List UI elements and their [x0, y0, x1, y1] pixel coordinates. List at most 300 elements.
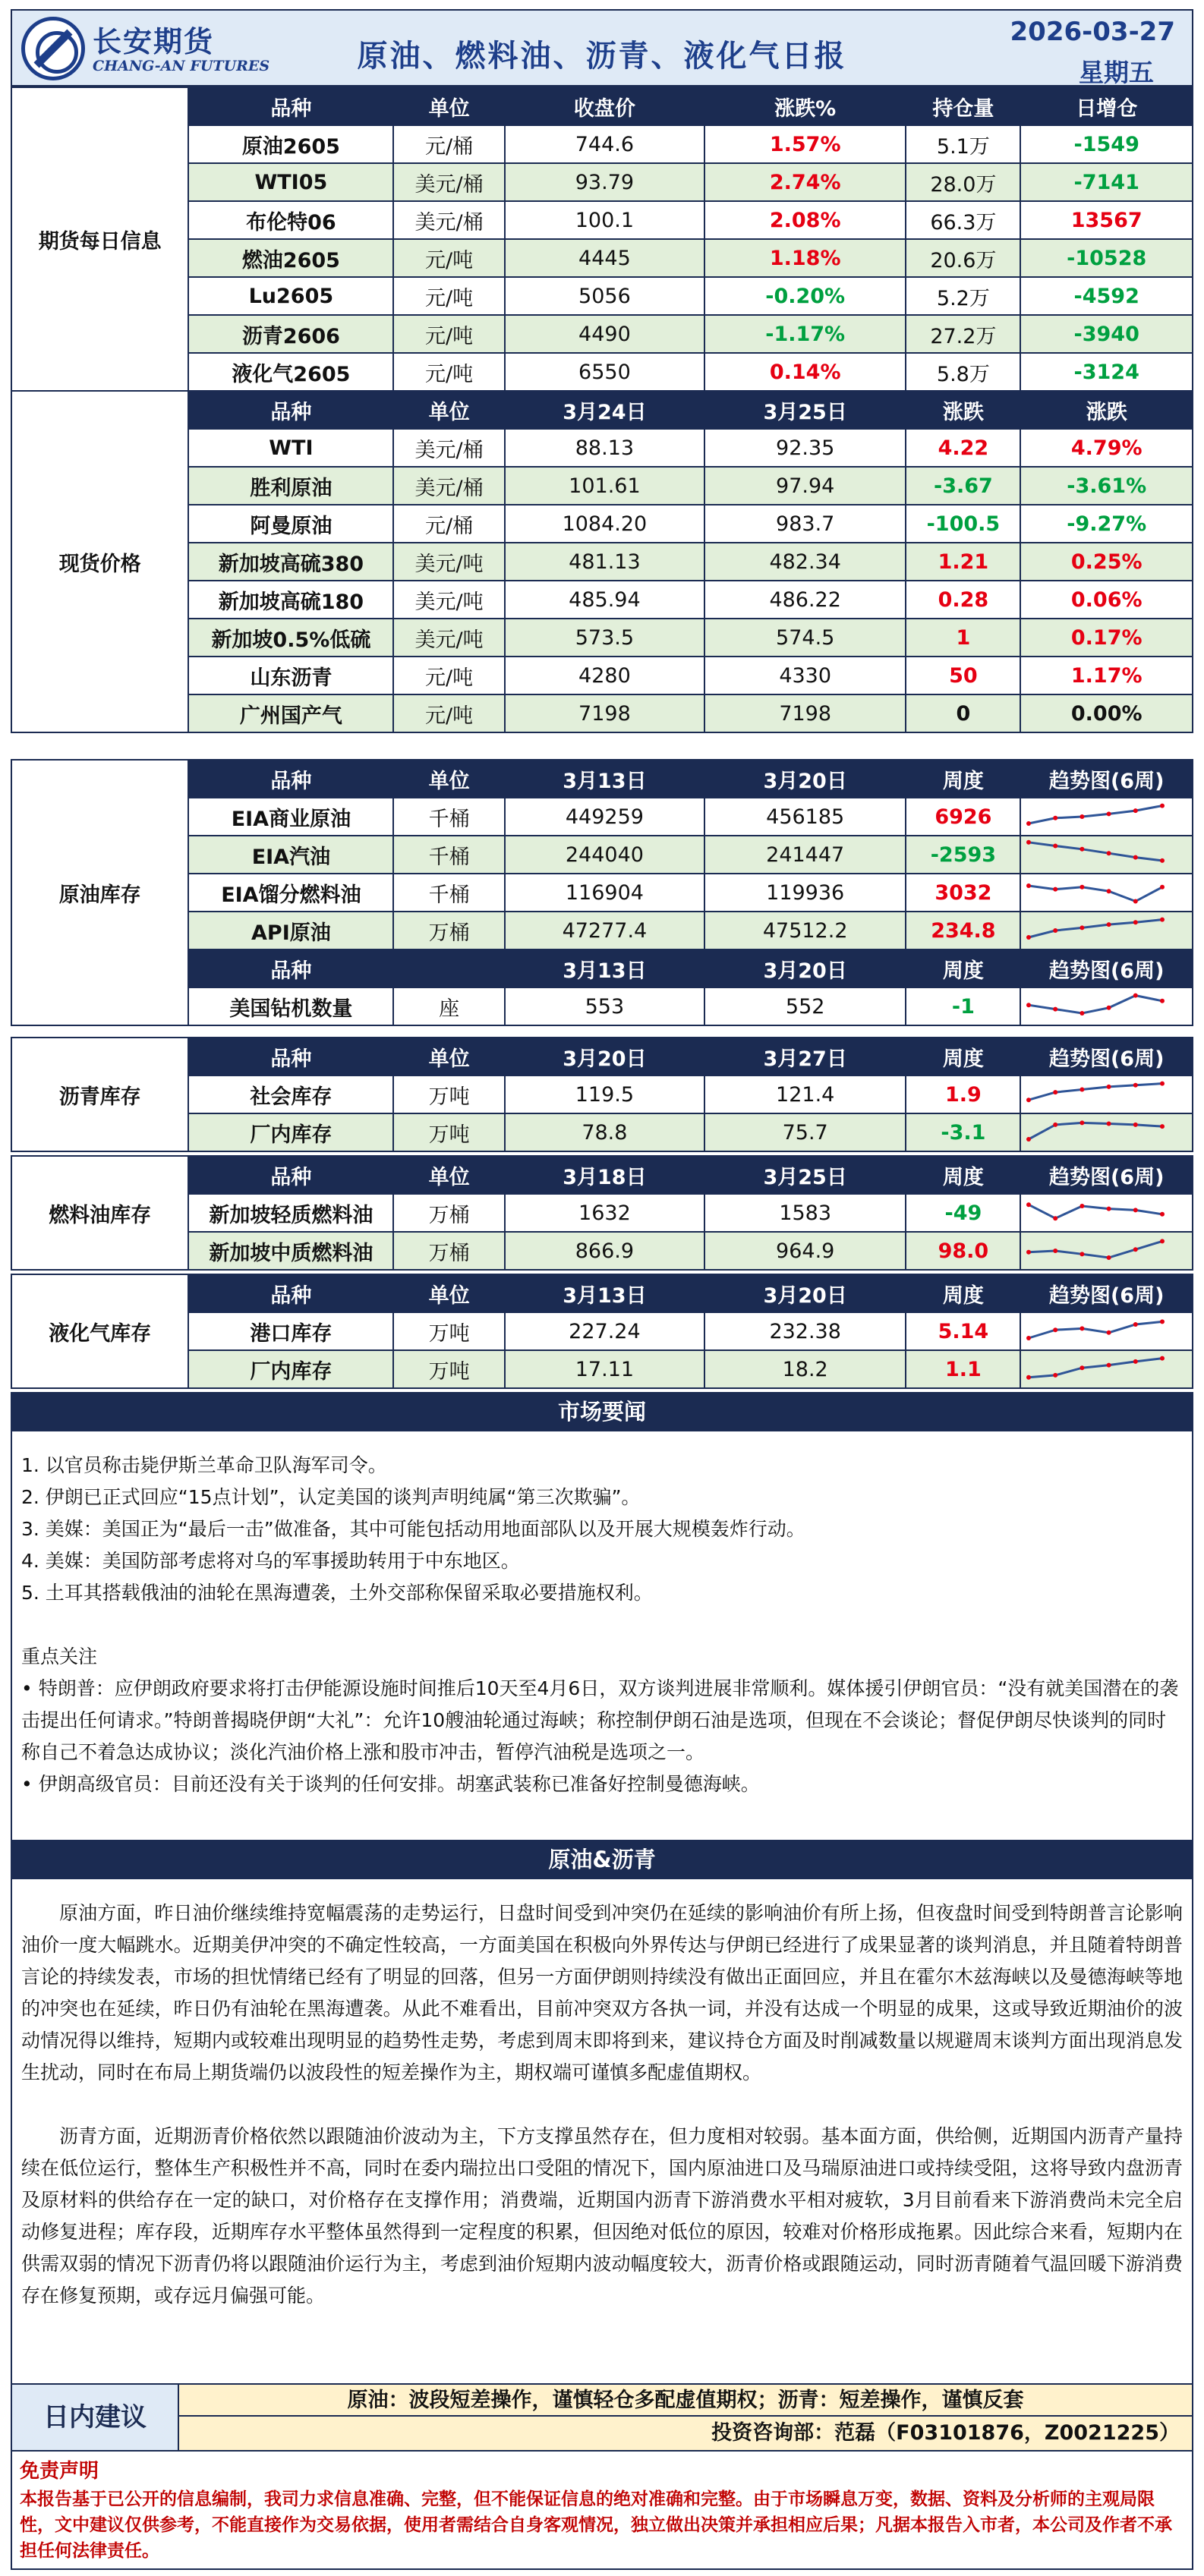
unit-cell: 美元/吨 — [393, 543, 504, 581]
trend-point — [1133, 899, 1138, 904]
unit-cell: 座 — [393, 987, 504, 1025]
table-row — [11, 912, 1193, 949]
row-name: EIA馏分燃料油 — [188, 874, 393, 912]
table-row — [11, 987, 1193, 1025]
row-name: 布伦特06 — [188, 201, 393, 239]
row-name: 厂内库存 — [188, 1113, 393, 1151]
current-value-cell: 232.38 — [704, 1312, 906, 1350]
close-price-cell: 4445 — [505, 239, 704, 277]
trend-point — [1054, 1249, 1058, 1253]
table-row — [11, 353, 1193, 391]
section-label: 燃料油库存 — [11, 1156, 188, 1270]
table-row — [11, 277, 1193, 315]
prev-price-cell: 101.61 — [505, 467, 704, 505]
open-interest-cell: 5.2万 — [906, 277, 1020, 315]
trend-point — [1026, 1137, 1031, 1142]
prev-value-cell: 1632 — [505, 1194, 704, 1232]
weekly-change-cell: 3032 — [906, 874, 1020, 912]
market-news-body — [11, 1431, 1193, 1840]
oi-change-cell: 13567 — [1020, 201, 1193, 239]
trend-line — [1029, 920, 1162, 937]
unit-cell: 万桶 — [393, 912, 504, 949]
trend-point — [1133, 920, 1138, 924]
row-name: 新加坡高硫180 — [188, 581, 393, 619]
news-item: 3. 美媒：美国正为“最后一击”做准备，其中可能包括动用地面部队以及开展大规模轰炸行动。 — [21, 1518, 805, 1540]
news-item: 1. 以官员称击毙伊斯兰革命卫队海军司令。 — [21, 1454, 387, 1476]
prev-price-cell: 573.5 — [505, 619, 704, 657]
column-header: 3月27日 — [704, 1038, 906, 1075]
trend-point — [1026, 1375, 1031, 1380]
column-header: 单位 — [393, 391, 504, 429]
unit-cell: 万桶 — [393, 1194, 504, 1232]
table-row — [11, 1113, 1193, 1151]
trend-sparkline — [1021, 1313, 1170, 1349]
trend-point — [1160, 918, 1165, 922]
trend-point — [1026, 840, 1031, 845]
table-row — [11, 543, 1193, 581]
column-header: 趋势图(6周) — [1020, 949, 1193, 987]
column-header: 趋势图(6周) — [1020, 1156, 1193, 1194]
oi-change-cell: -4592 — [1020, 277, 1193, 315]
trend-chart-cell — [1020, 1194, 1193, 1232]
trend-point — [1107, 851, 1111, 855]
current-value-cell: 75.7 — [704, 1113, 906, 1151]
trend-line — [1029, 1359, 1162, 1378]
trend-point — [1026, 1097, 1031, 1102]
trend-point — [1026, 1202, 1031, 1207]
trend-chart-cell — [1020, 798, 1193, 836]
table-row — [11, 836, 1193, 874]
trend-point — [1107, 1331, 1111, 1335]
current-price-cell: 574.5 — [704, 619, 906, 657]
open-interest-cell: 5.8万 — [906, 353, 1020, 391]
column-header: 涨跌 — [1020, 391, 1193, 429]
column-header: 品种 — [188, 949, 393, 987]
table-row — [11, 1232, 1193, 1270]
asphalt-analysis-paragraph: 沥青方面，近期沥青价格依然以跟随油价波动为主，下方支撑虽然存在，但力度相对较弱。基本面方面，供给侧，近期国内沥青产量持续在低位运行，整体生产积极性并不高，同时在委内瑞拉出口受阻的情况下，国内原油进口及马瑞原油进口或持续受阻，这将导致内盘沥青及原材料的供给存在一定的缺口，对价格存在支撑作用；消费端，近期国内沥青下游消费水平相对疲软，3月目前看来下游消费尚未完全启动修复进程；库存段，近期库存水平整体虽然得到一定程度的积累，但因绝对低位的原因，较难对价格形成拖累。因此综合来看，短期内在供需双弱的情况下沥青仍将以跟随油价运行为主，考虑到油价短期内波动幅度较大，沥青价格或跟随运动，同时沥青随着气温回暖下游消费存在修复预期，或存远月偏强可能。 — [21, 2125, 1183, 2307]
table-row — [11, 1312, 1193, 1350]
trend-point — [1160, 1212, 1165, 1217]
change-cell: 4.22 — [906, 429, 1020, 467]
change-pct-cell: 1.17% — [1020, 657, 1193, 694]
row-name: 广州国产气 — [188, 694, 393, 732]
row-name: 胜利原油 — [188, 467, 393, 505]
row-name: Lu2605 — [188, 277, 393, 315]
prev-value-cell: 553 — [505, 987, 704, 1025]
current-value-cell: 121.4 — [704, 1075, 906, 1113]
column-header — [393, 949, 504, 987]
trend-point — [1107, 1121, 1111, 1126]
unit-cell: 元/吨 — [393, 657, 504, 694]
column-header: 3月24日 — [505, 391, 704, 429]
column-header: 3月18日 — [505, 1156, 704, 1194]
current-value-cell: 119936 — [704, 874, 906, 912]
section-label: 液化气库存 — [11, 1274, 188, 1388]
prev-value-cell: 866.9 — [505, 1232, 704, 1270]
spot-price-table — [11, 390, 1193, 733]
column-header: 趋势图(6周) — [1020, 1038, 1193, 1075]
trend-sparkline — [1021, 988, 1170, 1025]
change-pct-cell: 0.25% — [1020, 543, 1193, 581]
trend-point — [1080, 925, 1085, 930]
change-cell: 50 — [906, 657, 1020, 694]
news-item: 2. 伊朗已正式回应“15点计划”，认定美国的谈判声明纯属“第三次欺骗”。 — [21, 1486, 641, 1508]
prev-price-cell: 4280 — [505, 657, 704, 694]
prev-value-cell: 119.5 — [505, 1075, 704, 1113]
trend-point — [1133, 994, 1138, 998]
column-header: 单位 — [393, 1156, 504, 1194]
oi-change-cell: -1549 — [1020, 125, 1193, 163]
column-header: 周度 — [906, 1038, 1020, 1075]
column-header: 收盘价 — [505, 87, 704, 125]
unit-cell: 元/桶 — [393, 505, 504, 543]
trend-point — [1160, 885, 1165, 890]
row-name: 液化气2605 — [188, 353, 393, 391]
section-label: 期货每日信息 — [11, 87, 188, 391]
column-header: 3月13日 — [505, 760, 704, 798]
section-label: 沥青库存 — [11, 1038, 188, 1151]
unit-cell: 万吨 — [393, 1312, 504, 1350]
change-pct-cell: 1.18% — [704, 239, 906, 277]
intraday-advice — [11, 2383, 1193, 2452]
trend-point — [1080, 847, 1085, 852]
table-row — [11, 201, 1193, 239]
unit-cell: 千桶 — [393, 798, 504, 836]
trend-sparkline — [1021, 1114, 1170, 1151]
trend-point — [1054, 1007, 1058, 1012]
open-interest-cell: 20.6万 — [906, 239, 1020, 277]
row-name: 燃油2605 — [188, 239, 393, 277]
trend-point — [1054, 928, 1058, 933]
prev-price-cell: 481.13 — [505, 543, 704, 581]
row-name: EIA商业原油 — [188, 798, 393, 836]
trend-point — [1054, 1090, 1058, 1094]
close-price-cell: 744.6 — [505, 125, 704, 163]
oi-change-cell: -7141 — [1020, 163, 1193, 201]
row-name: 山东沥青 — [188, 657, 393, 694]
column-header: 单位 — [393, 87, 504, 125]
focus-item: • 伊朗高级官员：目前还没有关于谈判的任何安排。胡塞武装称已准备好控制曼德海峡。 — [21, 1773, 760, 1795]
unit-cell: 元/桶 — [393, 125, 504, 163]
weekly-change-cell: -1 — [906, 987, 1020, 1025]
news-list — [21, 1450, 1183, 1609]
trend-sparkline — [1021, 1351, 1170, 1387]
column-header: 周度 — [906, 949, 1020, 987]
unit-cell: 元/吨 — [393, 239, 504, 277]
column-header: 品种 — [188, 391, 393, 429]
column-header: 品种 — [188, 87, 393, 125]
unit-cell: 元/吨 — [393, 277, 504, 315]
table-row — [11, 798, 1193, 836]
change-pct-cell: 4.79% — [1020, 429, 1193, 467]
trend-chart-cell — [1020, 1350, 1193, 1388]
change-pct-cell: 1.57% — [704, 125, 906, 163]
trend-point — [1080, 1204, 1085, 1208]
trend-point — [1160, 858, 1165, 863]
trend-line — [1029, 842, 1162, 861]
current-value-cell: 552 — [704, 987, 906, 1025]
change-pct-cell: 2.08% — [704, 201, 906, 239]
unit-cell: 千桶 — [393, 836, 504, 874]
row-name: 沥青2606 — [188, 315, 393, 353]
weekly-change-cell: -49 — [906, 1194, 1020, 1232]
prev-value-cell: 47277.4 — [505, 912, 704, 949]
lpg-inventory-table — [11, 1274, 1193, 1389]
change-pct-cell: 0.00% — [1020, 694, 1193, 732]
trend-chart-cell — [1020, 1312, 1193, 1350]
row-name: 社会库存 — [188, 1075, 393, 1113]
prev-value-cell: 116904 — [505, 874, 704, 912]
table-row — [11, 657, 1193, 694]
trend-sparkline — [1021, 1195, 1170, 1231]
trend-chart-cell — [1020, 987, 1193, 1025]
weekly-change-cell: 6926 — [906, 798, 1020, 836]
row-name: 港口库存 — [188, 1312, 393, 1350]
focus-item: • 特朗普：应伊朗政府要求将打击伊能源设施时间推后10天至4月6日，双方谈判进展非常顺利。媒体援引伊朗官员：“没有就美国潜在的袭击提出任何请求。”特朗普揭晓伊朗“大礼”：允许10艘油轮通过海峡；称控制伊朗石油是选项，但现在不会谈论；督促伊朗尽快谈判的同时称自己不着急达成协议；淡化汽油价格上涨和股市冲击，暂停汽油税是选项之一。 — [21, 1677, 1179, 1763]
advice-text: 原油：波段短差操作，谨慎轻仓多配虚值期权；沥青：短差操作，谨慎反套 — [179, 2385, 1192, 2417]
current-price-cell: 983.7 — [704, 505, 906, 543]
close-price-cell: 4490 — [505, 315, 704, 353]
column-header: 品种 — [188, 760, 393, 798]
unit-cell: 千桶 — [393, 874, 504, 912]
unit-cell: 美元/桶 — [393, 429, 504, 467]
trend-point — [1133, 1123, 1138, 1127]
trend-point — [1026, 821, 1031, 826]
change-pct-cell: 0.17% — [1020, 619, 1193, 657]
row-name: 厂内库存 — [188, 1350, 393, 1388]
table-row — [11, 163, 1193, 201]
news-item: 5. 土耳其搭载俄油的油轮在黑海遭袭，土外交部称保留采取必要措施权利。 — [21, 1582, 653, 1604]
trend-point — [1026, 1250, 1031, 1255]
column-header: 周度 — [906, 1156, 1020, 1194]
report-header — [11, 9, 1193, 87]
column-header: 3月13日 — [505, 949, 704, 987]
trend-line — [1029, 1241, 1162, 1258]
trend-point — [1107, 1363, 1111, 1368]
trend-point — [1133, 1322, 1138, 1327]
trend-point — [1054, 843, 1058, 848]
fuel-oil-inventory-table — [11, 1155, 1193, 1271]
column-header: 单位 — [393, 1274, 504, 1312]
trend-line — [1029, 1123, 1162, 1139]
trend-point — [1026, 1003, 1031, 1007]
disclaimer — [11, 2452, 1193, 2570]
weekly-change-cell: 234.8 — [906, 912, 1020, 949]
trend-point — [1160, 1319, 1165, 1324]
trend-chart-cell — [1020, 874, 1193, 912]
trend-line — [1029, 1321, 1162, 1338]
trend-chart-cell — [1020, 1075, 1193, 1113]
unit-cell: 元/吨 — [393, 315, 504, 353]
table-row — [11, 505, 1193, 543]
trend-point — [1080, 1365, 1085, 1370]
trend-point — [1080, 1252, 1085, 1256]
trend-point — [1107, 1255, 1111, 1260]
row-name: 美国钻机数量 — [188, 987, 393, 1025]
change-cell: 1 — [906, 619, 1020, 657]
trend-point — [1080, 814, 1085, 819]
trend-chart-cell — [1020, 912, 1193, 949]
trend-chart-cell — [1020, 1113, 1193, 1151]
table-row — [11, 1350, 1193, 1388]
table-row — [11, 429, 1193, 467]
trend-point — [1133, 808, 1138, 813]
row-name: WTI — [188, 429, 393, 467]
table-row — [11, 125, 1193, 163]
report-weekday: 星期五 — [1079, 58, 1154, 87]
table-row — [11, 315, 1193, 353]
focus-list — [21, 1673, 1183, 1800]
prev-value-cell: 17.11 — [505, 1350, 704, 1388]
prev-value-cell: 449259 — [505, 798, 704, 836]
current-price-cell: 7198 — [704, 694, 906, 732]
column-header: 持仓量 — [906, 87, 1020, 125]
trend-point — [1107, 889, 1111, 893]
change-pct-cell: 0.14% — [704, 353, 906, 391]
change-pct-cell: -3.61% — [1020, 467, 1193, 505]
column-header: 品种 — [188, 1156, 393, 1194]
trend-point — [1160, 804, 1165, 808]
trend-point — [1054, 1373, 1058, 1378]
column-header: 3月13日 — [505, 1274, 704, 1312]
row-name: EIA汽油 — [188, 836, 393, 874]
market-news-title: 市场要闻 — [11, 1392, 1193, 1431]
current-value-cell: 47512.2 — [704, 912, 906, 949]
column-header: 3月20日 — [704, 760, 906, 798]
trend-line — [1029, 1084, 1162, 1101]
close-price-cell: 100.1 — [505, 201, 704, 239]
open-interest-cell: 66.3万 — [906, 201, 1020, 239]
futures-table — [11, 87, 1193, 392]
column-header: 品种 — [188, 1038, 393, 1075]
trend-point — [1054, 1216, 1058, 1220]
current-price-cell: 97.94 — [704, 467, 906, 505]
column-header: 趋势图(6周) — [1020, 760, 1193, 798]
unit-cell: 万桶 — [393, 1232, 504, 1270]
trend-point — [1080, 1011, 1085, 1016]
change-cell: 1.21 — [906, 543, 1020, 581]
row-name: 阿曼原油 — [188, 505, 393, 543]
trend-point — [1160, 1356, 1165, 1361]
trend-point — [1133, 1247, 1138, 1252]
trend-line — [1029, 806, 1162, 824]
unit-cell: 美元/吨 — [393, 619, 504, 657]
trend-point — [1026, 1336, 1031, 1340]
change-pct-cell: -9.27% — [1020, 505, 1193, 543]
column-header: 涨跌 — [906, 391, 1020, 429]
row-name: WTI05 — [188, 163, 393, 201]
section-label: 原油库存 — [11, 760, 188, 1025]
prev-price-cell: 485.94 — [505, 581, 704, 619]
table-row — [11, 1194, 1193, 1232]
trend-sparkline — [1021, 836, 1170, 873]
trend-point — [1080, 1088, 1085, 1092]
change-pct-cell: 0.06% — [1020, 581, 1193, 619]
change-cell: -3.67 — [906, 467, 1020, 505]
table-row — [11, 619, 1193, 657]
column-header: 趋势图(6周) — [1020, 1274, 1193, 1312]
unit-cell: 美元/桶 — [393, 163, 504, 201]
analysis-title: 原油&沥青 — [11, 1840, 1193, 1879]
current-price-cell: 482.34 — [704, 543, 906, 581]
column-header: 3月20日 — [505, 1038, 704, 1075]
trend-point — [1107, 1085, 1111, 1089]
trend-point — [1133, 1083, 1138, 1088]
close-price-cell: 93.79 — [505, 163, 704, 201]
analysis-body — [11, 1879, 1193, 2383]
current-value-cell: 241447 — [704, 836, 906, 874]
change-cell: 0.28 — [906, 581, 1020, 619]
trend-point — [1107, 922, 1111, 927]
trend-chart-cell — [1020, 836, 1193, 874]
report-date: 2026-03-27 — [1010, 17, 1175, 47]
change-pct-cell: -1.17% — [704, 315, 906, 353]
table-row — [11, 467, 1193, 505]
current-price-cell: 486.22 — [704, 581, 906, 619]
change-cell: 0 — [906, 694, 1020, 732]
open-interest-cell: 27.2万 — [906, 315, 1020, 353]
row-name: 新加坡高硫380 — [188, 543, 393, 581]
close-price-cell: 6550 — [505, 353, 704, 391]
row-name: 新加坡0.5%低硫 — [188, 619, 393, 657]
trend-line — [1029, 996, 1162, 1013]
column-header: 3月20日 — [704, 1274, 906, 1312]
table-row — [11, 874, 1193, 912]
trend-point — [1160, 1124, 1165, 1129]
unit-cell: 美元/桶 — [393, 467, 504, 505]
column-header: 3月25日 — [704, 391, 906, 429]
current-value-cell: 18.2 — [704, 1350, 906, 1388]
trend-chart-cell — [1020, 1232, 1193, 1270]
trend-point — [1026, 935, 1031, 940]
brand-name-english: CHANG-AN FUTURES — [93, 58, 270, 74]
trend-point — [1133, 1208, 1138, 1212]
row-name: 新加坡轻质燃料油 — [188, 1194, 393, 1232]
prev-price-cell: 88.13 — [505, 429, 704, 467]
unit-cell: 美元/吨 — [393, 581, 504, 619]
column-header: 3月20日 — [704, 949, 906, 987]
trend-point — [1160, 1082, 1165, 1086]
crude-inventory-table — [11, 759, 1193, 1026]
trend-sparkline — [1021, 1233, 1170, 1269]
trend-sparkline — [1021, 874, 1170, 911]
trend-line — [1029, 1205, 1162, 1218]
current-value-cell: 456185 — [704, 798, 906, 836]
unit-cell: 万吨 — [393, 1113, 504, 1151]
oi-change-cell: -10528 — [1020, 239, 1193, 277]
current-price-cell: 4330 — [704, 657, 906, 694]
weekly-change-cell: 1.1 — [906, 1350, 1020, 1388]
weekly-change-cell: -3.1 — [906, 1113, 1020, 1151]
unit-cell: 万吨 — [393, 1350, 504, 1388]
change-pct-cell: 2.74% — [704, 163, 906, 201]
table-row — [11, 1075, 1193, 1113]
current-price-cell: 92.35 — [704, 429, 906, 467]
prev-value-cell: 227.24 — [505, 1312, 704, 1350]
trend-point — [1133, 1359, 1138, 1364]
advice-label: 日内建议 — [12, 2385, 179, 2450]
trend-point — [1160, 999, 1165, 1003]
weekly-change-cell: 5.14 — [906, 1312, 1020, 1350]
trend-point — [1133, 855, 1138, 860]
table-row — [11, 581, 1193, 619]
section-label: 现货价格 — [11, 391, 188, 732]
trend-point — [1080, 1120, 1085, 1125]
change-cell: -100.5 — [906, 505, 1020, 543]
trend-line — [1029, 886, 1162, 902]
unit-cell: 美元/桶 — [393, 201, 504, 239]
trend-point — [1054, 816, 1058, 820]
